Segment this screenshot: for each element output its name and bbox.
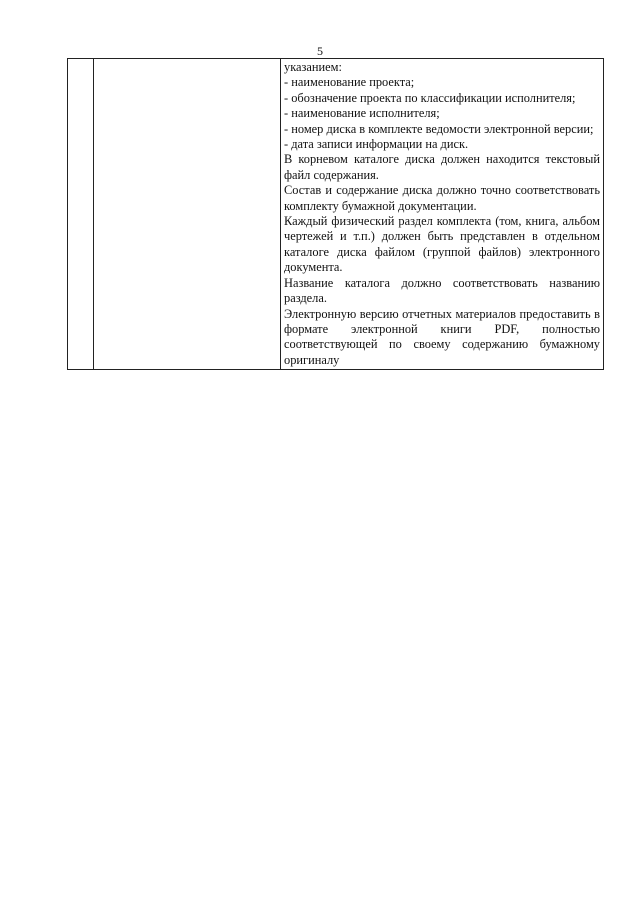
page-number: 5 (317, 44, 323, 58)
list-item: - номер диска в комплекте ведомости электронной версии; (284, 121, 594, 136)
item-name-cell (94, 59, 281, 370)
requirements-table (67, 58, 604, 370)
list-item: - дата записи информации на диск. (284, 137, 469, 152)
number-cell (68, 59, 94, 370)
list-item: - наименование исполнителя; (284, 106, 440, 121)
requirements-cell (281, 59, 604, 370)
list-item: - наименование проекта; (284, 75, 415, 90)
paragraph: Электронную версию отчетных материалов предоставить в формате электронной книги PDF, полностью соответствующей по своему содержанию бумажному оригиналу (284, 306, 600, 367)
list-item: - обозначение проекта по классификации исполнителя; (284, 90, 576, 105)
paragraph: В корневом каталоге диска должен находится текстовый файл содержания. (284, 152, 600, 182)
paragraph: указанием: (284, 60, 342, 74)
table-row (68, 59, 604, 370)
paragraph: Название каталога должно соответствовать названию раздела. (284, 275, 600, 306)
paragraph: Каждый физический раздел комплекта (том, книга, альбом чертежей и т.п.) должен быть представлен в отдельном каталоге диска файлом (группой файлов) электронного документа. (284, 214, 600, 275)
paragraph: Состав и содержание диска должно точно соответствовать комплекту бумажной документации. (284, 183, 600, 213)
